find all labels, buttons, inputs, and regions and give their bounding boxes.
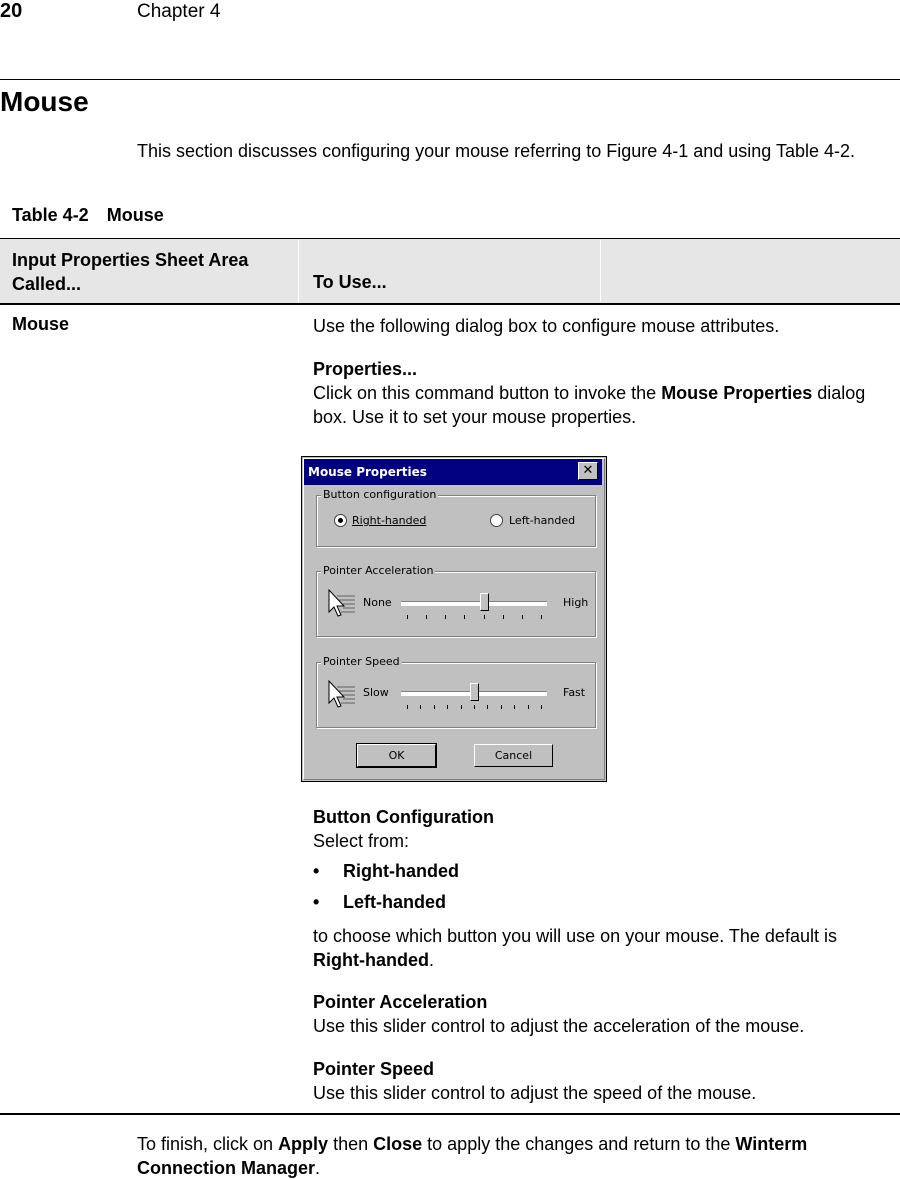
pointer-speed-heading: Pointer Speed bbox=[313, 1059, 435, 1079]
connection-manager-label: Winterm Connection Manager bbox=[137, 1134, 808, 1178]
bullet: • bbox=[313, 892, 320, 912]
close-icon: ✕ bbox=[582, 463, 594, 478]
table-header-divider bbox=[600, 240, 601, 302]
choose-text-bold: Right-handed bbox=[313, 950, 429, 970]
pointer-speed-text: Use this slider control to adjust the speed of the mouse. bbox=[313, 1083, 757, 1103]
apply-label: Apply bbox=[278, 1134, 329, 1154]
pointer-speed-group bbox=[316, 655, 596, 728]
table-caption bbox=[12, 205, 164, 226]
row-intro: Use the following dialog box to configure mouse attributes. bbox=[313, 316, 780, 336]
choose-text-b: . bbox=[428, 950, 434, 970]
finish-text-c: to apply the changes and return to the bbox=[422, 1134, 736, 1154]
slider-tick bbox=[522, 615, 523, 619]
acceleration-slider-thumb[interactable] bbox=[480, 593, 489, 611]
properties-section bbox=[313, 357, 888, 429]
left-handed-label[interactable]: Left-handed bbox=[509, 514, 576, 527]
right-handed-label[interactable]: Right-handed bbox=[352, 514, 427, 527]
slider-tick bbox=[501, 705, 502, 709]
table-header-bottom-rule bbox=[0, 303, 900, 305]
slider-tick bbox=[541, 705, 542, 709]
button-configuration-label: Button configuration bbox=[323, 488, 437, 501]
close-label: Close bbox=[373, 1134, 423, 1154]
slider-tick bbox=[407, 615, 408, 619]
pointer-acceleration-group bbox=[316, 564, 596, 637]
properties-text bbox=[313, 381, 888, 429]
table-caption-title: Mouse bbox=[106, 205, 164, 225]
header-rule bbox=[0, 79, 900, 80]
section-title: Mouse bbox=[0, 86, 89, 117]
slider-tick bbox=[445, 615, 446, 619]
pointer-acceleration-label: Pointer Acceleration bbox=[323, 564, 434, 577]
table-header-divider bbox=[298, 240, 299, 302]
slider-tick bbox=[474, 705, 475, 709]
pointer-acceleration-text: Use this slider control to adjust the acceleration of the mouse. bbox=[313, 1016, 805, 1036]
pointer-trail-icon bbox=[327, 679, 357, 711]
option-right-handed bbox=[313, 861, 459, 882]
option-label: Right-handed bbox=[343, 861, 459, 881]
speed-slider-thumb[interactable] bbox=[470, 683, 479, 701]
acceleration-max-label: High bbox=[563, 596, 589, 609]
finish-text-a: To finish, click on bbox=[137, 1134, 279, 1154]
finish-instructions bbox=[137, 1132, 887, 1180]
slider-tick bbox=[461, 705, 462, 709]
choose-text-a: to choose which button you will use on your mouse. The default is bbox=[313, 926, 837, 946]
slider-tick bbox=[503, 615, 504, 619]
slider-tick bbox=[528, 705, 529, 709]
button-configuration-group bbox=[316, 488, 596, 547]
pointer-acceleration-heading: Pointer Acceleration bbox=[313, 992, 488, 1012]
button-configuration-section bbox=[313, 805, 888, 853]
button-configuration-heading: Button Configuration bbox=[313, 807, 494, 827]
option-left-handed bbox=[313, 892, 446, 913]
properties-text-a: Click on this command button to invoke the bbox=[313, 383, 662, 403]
slider-tick bbox=[487, 705, 488, 709]
column-header-to-use: To Use... bbox=[313, 272, 387, 292]
select-from-text: Select from: bbox=[313, 831, 410, 851]
chapter-label: Chapter 4 bbox=[137, 1, 221, 22]
section-intro: This section discusses configuring your mouse referring to Figure 4-1 and using Table 4-2. bbox=[137, 141, 856, 161]
pointer-speed-label: Pointer Speed bbox=[323, 655, 400, 668]
slider-tick bbox=[420, 705, 421, 709]
dialog-title: Mouse Properties bbox=[308, 465, 427, 479]
slider-tick bbox=[407, 705, 408, 709]
speed-min-label: Slow bbox=[363, 686, 389, 699]
ok-button[interactable]: OK bbox=[357, 744, 436, 767]
choose-text bbox=[313, 924, 888, 972]
row-label-mouse: Mouse bbox=[12, 314, 70, 334]
slider-tick bbox=[426, 615, 427, 619]
slider-tick bbox=[434, 705, 435, 709]
dialog-titlebar bbox=[304, 459, 602, 485]
acceleration-min-label: None bbox=[363, 596, 392, 609]
close-button[interactable] bbox=[578, 462, 598, 480]
cancel-button[interactable]: Cancel bbox=[474, 744, 553, 767]
mouse-properties-dialog bbox=[301, 456, 607, 782]
slider-tick bbox=[464, 615, 465, 619]
slider-tick bbox=[484, 615, 485, 619]
slider-tick bbox=[541, 615, 542, 619]
table-caption-number: Table 4-2 bbox=[12, 205, 89, 225]
left-handed-radio[interactable] bbox=[490, 514, 503, 527]
right-handed-radio[interactable] bbox=[334, 514, 347, 527]
pointer-trail-icon bbox=[327, 588, 357, 620]
slider-tick bbox=[447, 705, 448, 709]
properties-heading: Properties... bbox=[313, 359, 418, 379]
table-header-top-rule bbox=[0, 238, 900, 239]
slider-tick bbox=[514, 705, 515, 709]
speed-max-label: Fast bbox=[563, 686, 586, 699]
page-number: 20 bbox=[0, 0, 23, 22]
properties-text-b: dialog box. Use it to set your mouse properties. bbox=[313, 383, 866, 427]
properties-text-bold: Mouse Properties bbox=[661, 383, 813, 403]
bullet: • bbox=[313, 861, 320, 881]
finish-text-d: . bbox=[315, 1158, 321, 1178]
column-header-area: Input Properties Sheet Area Called... bbox=[12, 250, 249, 294]
pointer-acceleration-section bbox=[313, 990, 888, 1038]
finish-text-b: then bbox=[328, 1134, 374, 1154]
acceleration-track bbox=[401, 601, 547, 606]
pointer-speed-section bbox=[313, 1057, 888, 1105]
table-bottom-rule bbox=[0, 1113, 900, 1115]
option-label: Left-handed bbox=[343, 892, 446, 912]
